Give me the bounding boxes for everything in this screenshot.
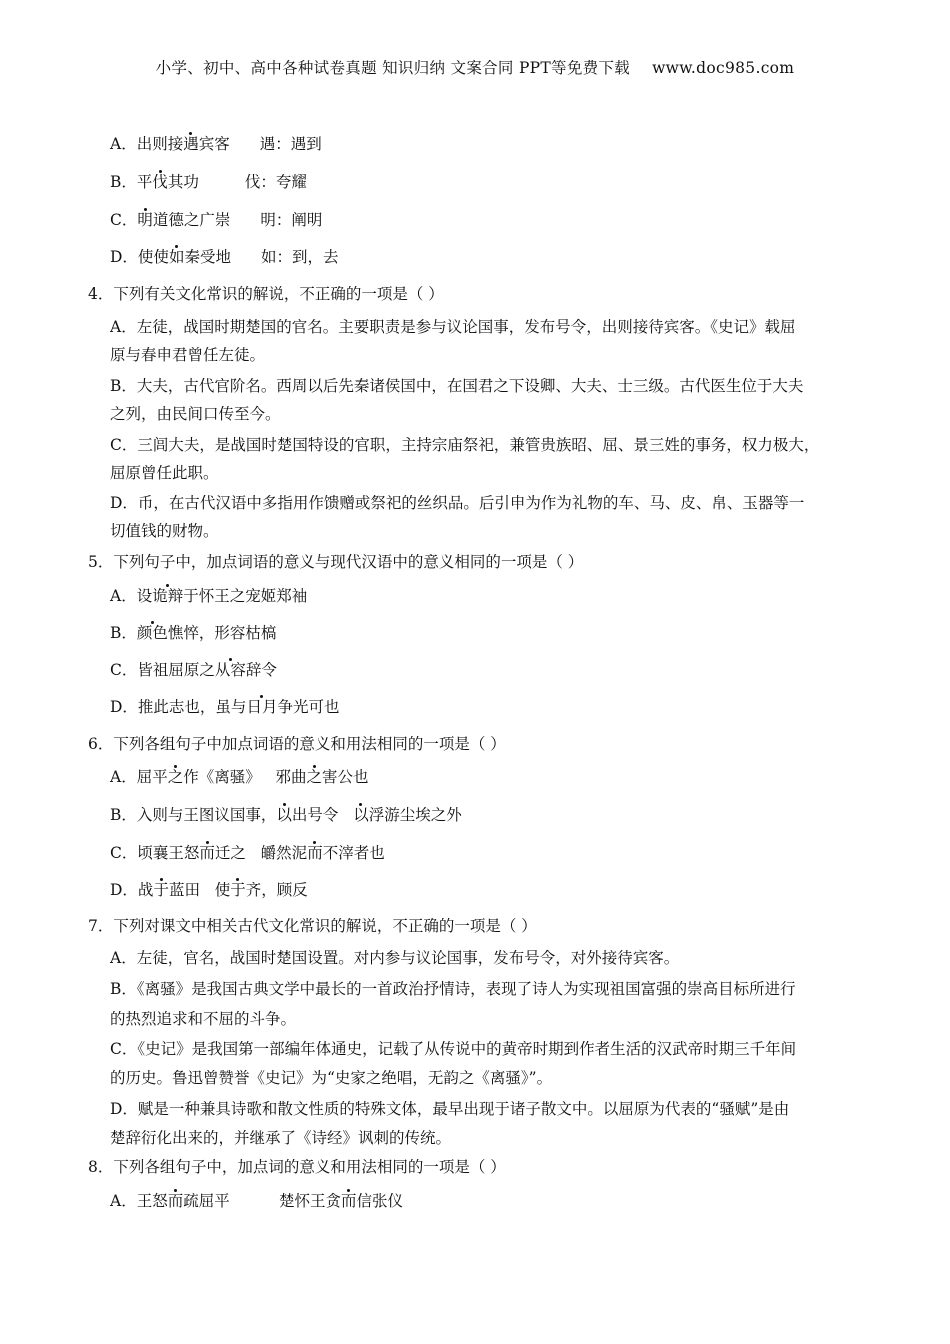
emphasis-dot-word: 而 <box>307 844 323 862</box>
q7-stem: 7．下列对课文中相关古代文化常识的解说，不正确的一项是（ ） <box>88 917 537 935</box>
header-url[interactable]: www.doc985.com <box>652 59 795 77</box>
q7-option-d-line1: D．赋是一种兼具诗歌和散文性质的特殊文体，最早出现于诸子散文中。以屈原为代表的“骚赋”是由 <box>110 1100 790 1118</box>
q4-option-a-line2: 原与春申君曾任左徒。 <box>110 346 266 364</box>
q7-option-a: A．左徒，官名，战国时楚国设置。对内参与议论国事，发布号令，对外接待宾客。 <box>110 949 680 967</box>
q6-option-d: D．战于蓝田 使于齐，顾反 <box>110 881 308 899</box>
emphasis-dot-word: 如 <box>168 248 185 266</box>
q5-option-c: C．皆祖屈原之从容辞令 <box>110 661 277 679</box>
emphasis-dot-word: 颜色 <box>136 624 168 642</box>
q3-option-c: C．明道德之广崇 明：阐明 <box>110 211 323 229</box>
gloss: 明：阐明 <box>260 211 323 229</box>
emphasis-dot-word: 之 <box>306 768 323 786</box>
q4-option-a-line1: A．左徒，战国时期楚国的官名。主要职责是参与议论国事，发布号令，出则接待宾客。《史记》载屈 <box>110 318 796 336</box>
header-text: 小学、初中、高中各种试卷真题 知识归纳 文案合同 PPT等免费下载 <box>155 59 631 77</box>
emphasis-dot-word: 以 <box>276 806 292 824</box>
q3-option-d: D．使使如秦受地 如：到，去 <box>110 248 339 266</box>
q6-option-b: B．入则与王图议国事，以出号令 以浮游尘埃之外 <box>110 806 462 824</box>
q6-option-c: C．顷襄王怒而迁之 皭然泥而不滓者也 <box>110 844 385 862</box>
emphasis-dot-word: 日月 <box>246 698 278 716</box>
emphasis-dot-word: 于 <box>230 881 246 899</box>
q5-option-b: B．颜色憔悴，形容枯槁 <box>110 624 277 642</box>
q4-option-d-line1: D．币，在古代汉语中多指用作馈赠或祭祀的丝织品。后引申为作为礼物的车、马、皮、帛、玉器等一 <box>110 494 805 512</box>
q4-option-d-line2: 切值钱的财物。 <box>110 522 219 540</box>
page-header <box>0 56 950 78</box>
gloss: 如：到，去 <box>260 248 339 266</box>
q4-option-c-line2: 屈原曾任此职。 <box>110 464 219 482</box>
q7-option-b-line1: B．《离骚》是我国古典文学中最长的一首政治抒情诗，表现了诗人为实现祖国富强的崇高目标所进行 <box>110 980 796 998</box>
q4-option-c-line1: C．三闾大夫，是战国时楚国特设的官职，主持宗庙祭祀，兼管贵族昭、屈、景三姓的事务，权力极大， <box>110 436 820 454</box>
q5-option-d: D．推此志也，虽与日月争光可也 <box>110 698 340 716</box>
q8-stem: 8．下列各组句子中，加点词的意义和用法相同的一项是（ ） <box>88 1158 506 1176</box>
q5-stem: 5．下列句子中，加点词语的意义与现代汉语中的意义相同的一项是（ ） <box>88 553 584 571</box>
emphasis-dot-word: 从容 <box>214 661 246 679</box>
gloss: 伐：夸耀 <box>244 173 307 191</box>
q7-option-d-line2: 楚辞衍化出来的，并继承了《诗经》讽刺的传统。 <box>110 1129 452 1147</box>
q4-option-b-line2: 之列，由民间口传至今。 <box>110 405 281 423</box>
q6-stem: 6．下列各组句子中加点词语的意义和用法相同的一项是（ ） <box>88 735 506 753</box>
q6-option-a: A．屈平之作《离骚》 邪曲之害公也 <box>110 768 369 786</box>
q5-option-a: A．设诡辩于怀王之宠姬郑袖 <box>110 587 308 605</box>
emphasis-dot-word: 之 <box>167 768 184 786</box>
q4-option-b-line1: B．大夫，古代官阶名。西周以后先秦诸侯国中，在国君之下设卿、大夫、士三级。古代医生位于大夫 <box>110 377 804 395</box>
q7-option-b-line2: 的热烈追求和不屈的斗争。 <box>110 1010 297 1028</box>
emphasis-dot-word: 遇 <box>183 135 199 153</box>
emphasis-dot-word: 诡辩 <box>152 587 184 605</box>
q3-option-b: B．平伐其功 伐：夸耀 <box>110 173 307 191</box>
q3-option-a: A．出则接遇宾客 遇：遇到 <box>110 135 322 153</box>
q7-option-c-line1: C．《史记》是我国第一部编年体通史，记载了从传说中的黄帝时期到作者生活的汉武帝时期三千年间 <box>110 1040 797 1058</box>
emphasis-dot-word: 而 <box>199 844 215 862</box>
emphasis-dot-word: 而 <box>341 1192 357 1210</box>
q8-option-a: A．王怒而疏屈平 楚怀王贪而信张仪 <box>110 1192 404 1210</box>
emphasis-dot-word: 明 <box>137 211 153 229</box>
emphasis-dot-word: 以 <box>353 806 369 824</box>
q7-option-c-line2: 的历史。鲁迅曾赞誉《史记》为“史家之绝唱，无韵之《离骚》”。 <box>110 1069 553 1087</box>
gloss: 遇：遇到 <box>259 135 322 153</box>
emphasis-dot-word: 伐 <box>152 173 168 191</box>
emphasis-dot-word: 于 <box>153 881 169 899</box>
emphasis-dot-word: 而 <box>167 1192 184 1210</box>
q4-stem: 4．下列有关文化常识的解说，不正确的一项是（ ） <box>88 285 444 303</box>
